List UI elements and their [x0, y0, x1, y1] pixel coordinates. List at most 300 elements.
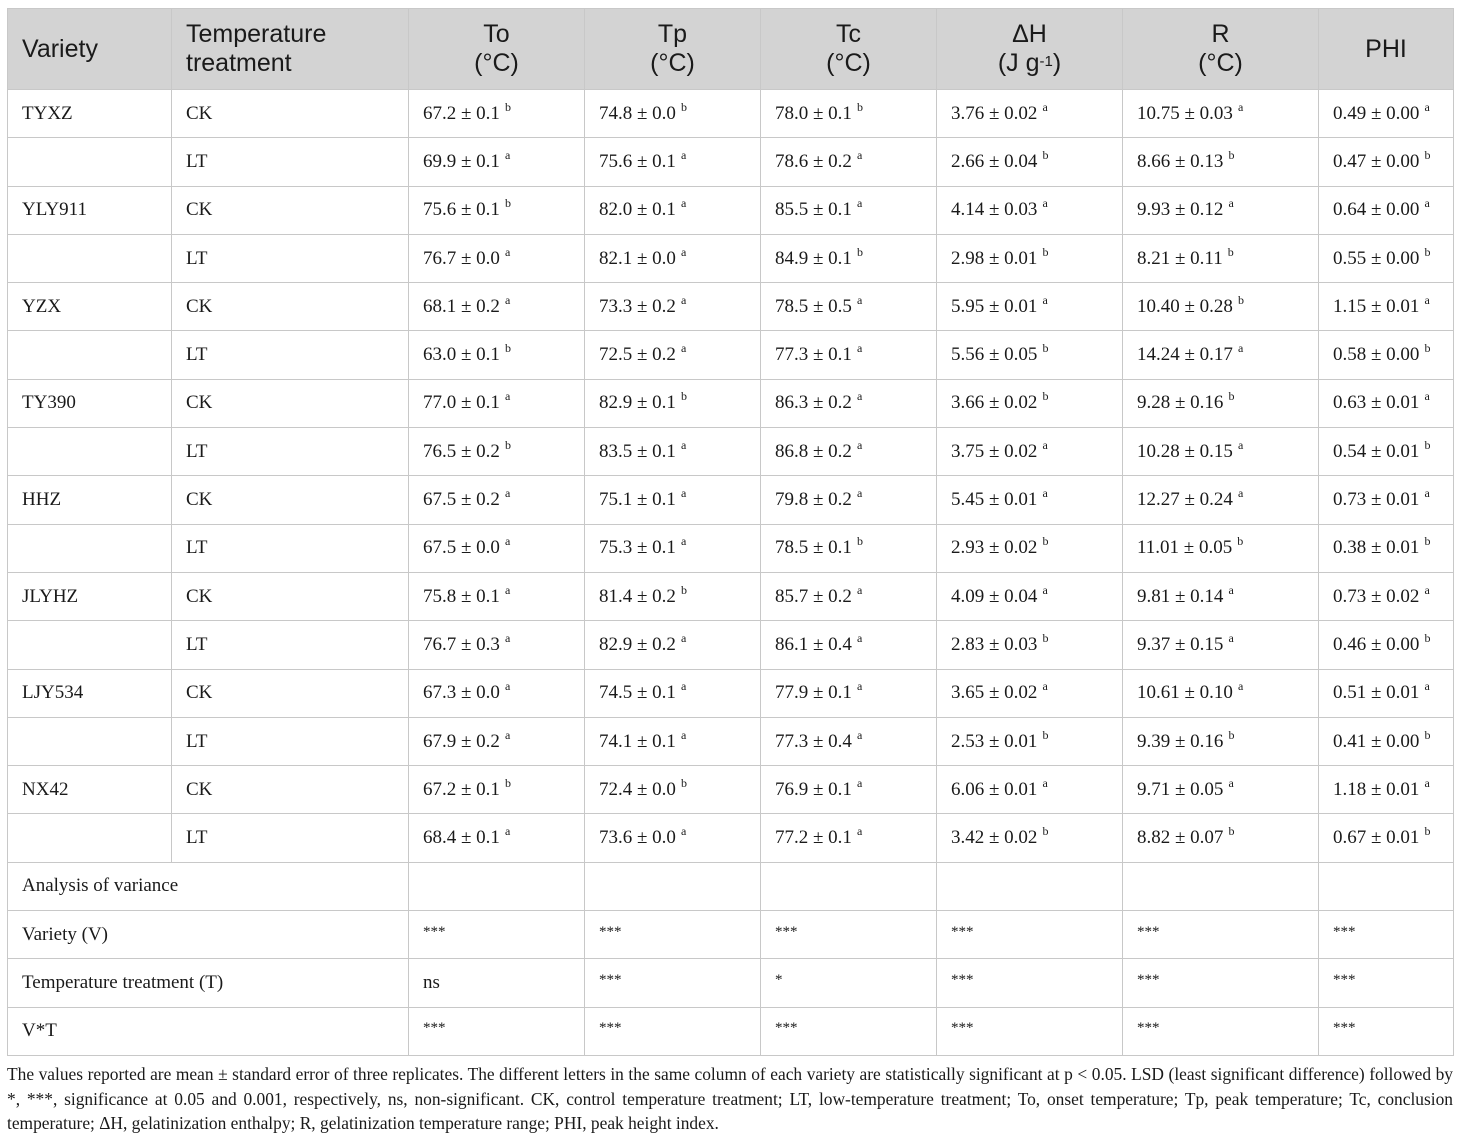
- significance-marker: ***: [599, 1020, 622, 1037]
- significance-letter: a: [1228, 775, 1234, 790]
- dh-value: 3.65 ± 0.02: [951, 682, 1038, 704]
- to-cell: [409, 766, 585, 814]
- tp-value: 73.3 ± 0.2: [599, 295, 676, 317]
- tp-cell: [585, 234, 761, 282]
- dh-cell: [937, 814, 1123, 862]
- phi-cell: [1319, 428, 1454, 476]
- dh-value: 5.45 ± 0.01: [951, 489, 1038, 511]
- phi-value: 0.54 ± 0.01: [1333, 440, 1420, 462]
- significance-letter: b: [1042, 630, 1049, 645]
- table-row: [8, 283, 1454, 331]
- significance-letter: a: [1042, 486, 1048, 501]
- tc-cell: [761, 428, 937, 476]
- significance-letter: b: [504, 196, 511, 211]
- anova-tc-cell: [761, 1007, 937, 1055]
- tc-value: 77.2 ± 0.1: [775, 827, 852, 849]
- to-value: 63.0 ± 0.1: [423, 344, 500, 366]
- anova-tp-cell: [585, 1007, 761, 1055]
- significance-letter: a: [1424, 486, 1430, 501]
- to-cell: [409, 186, 585, 234]
- dh-cell: [937, 717, 1123, 765]
- dh-cell: [937, 283, 1123, 331]
- significance-letter: a: [680, 292, 687, 307]
- dh-cell: [937, 138, 1123, 186]
- table-row: [8, 669, 1454, 717]
- significance-marker: ***: [1333, 923, 1356, 940]
- significance-letter: b: [1042, 341, 1049, 356]
- phi-cell: [1319, 669, 1454, 717]
- table-row: [8, 331, 1454, 379]
- dh-cell: [937, 621, 1123, 669]
- significance-letter: b: [1042, 534, 1049, 549]
- tc-value: 78.5 ± 0.5: [775, 295, 852, 317]
- significance-marker: *: [775, 971, 783, 988]
- significance-letter: b: [504, 99, 511, 114]
- to-cell: [409, 428, 585, 476]
- dh-value: 5.95 ± 0.01: [951, 295, 1038, 317]
- treatment-cell: LT: [172, 331, 409, 379]
- significance-letter: b: [1042, 244, 1049, 259]
- dh-cell: [937, 428, 1123, 476]
- tp-cell: [585, 379, 761, 427]
- tc-value: 85.5 ± 0.1: [775, 199, 852, 221]
- tc-value: 77.9 ± 0.1: [775, 682, 852, 704]
- anova-row: [8, 911, 1454, 959]
- table-row: [8, 138, 1454, 186]
- significance-letter: a: [1237, 99, 1244, 114]
- tc-value: 77.3 ± 0.1: [775, 344, 852, 366]
- header-delta-h: ΔH (J $g^{-1}$): [937, 9, 1123, 90]
- phi-value: 0.55 ± 0.00: [1333, 247, 1420, 269]
- significance-letter: a: [1042, 775, 1048, 790]
- dh-value: 4.14 ± 0.03: [951, 199, 1038, 221]
- significance-letter: a: [1042, 582, 1048, 597]
- dh-cell: [937, 331, 1123, 379]
- significance-letter: b: [1424, 244, 1431, 259]
- phi-value: 0.49 ± 0.00: [1333, 102, 1420, 124]
- phi-cell: [1319, 524, 1454, 572]
- r-cell: [1123, 476, 1319, 524]
- significance-letter: a: [1237, 341, 1244, 356]
- to-cell: [409, 283, 585, 331]
- to-value: 67.5 ± 0.2: [423, 489, 500, 511]
- phi-value: 0.67 ± 0.01: [1333, 827, 1420, 849]
- to-value: 76.7 ± 0.3: [423, 633, 500, 655]
- treatment-cell: CK: [172, 186, 409, 234]
- treatment-cell: LT: [172, 621, 409, 669]
- significance-letter: a: [1237, 437, 1244, 452]
- r-cell: [1123, 186, 1319, 234]
- dh-cell: [937, 572, 1123, 620]
- anova-phi-cell: [1319, 959, 1454, 1007]
- dh-value: 5.56 ± 0.05: [951, 344, 1038, 366]
- dh-value: 2.83 ± 0.03: [951, 633, 1038, 655]
- significance-letter: a: [504, 582, 511, 597]
- table-row: [8, 428, 1454, 476]
- variety-cell: YLY911: [8, 186, 172, 234]
- phi-cell: [1319, 186, 1454, 234]
- significance-letter: a: [504, 486, 511, 501]
- header-tp: Tp (°C): [585, 9, 761, 90]
- significance-letter: a: [504, 534, 511, 549]
- table-footnote: The values reported are mean ± standard error of three replicates. The different letters in the same column of each variety are statistically significant at p < 0.05. LSD (least significant difference) followed by *, ***, significance at 0.05 and 0.001, respectively, ns, non-significant. CK, control temperature treatment; LT, low-temperature treatment; To, onset temperature; Tp, peak temperature; Tc, conclusion temperature; ΔH, gelatinization enthalpy; R, gelatinization temperature range; PHI, peak height index.: [7, 1064, 1453, 1133]
- to-cell: [409, 669, 585, 717]
- dh-cell: [937, 766, 1123, 814]
- anova-dh-cell: [937, 911, 1123, 959]
- significance-marker: ***: [599, 923, 622, 940]
- variety-cell: [8, 621, 172, 669]
- dh-cell: [937, 234, 1123, 282]
- tp-cell: [585, 428, 761, 476]
- tc-value: 85.7 ± 0.2: [775, 585, 852, 607]
- phi-value: 0.73 ± 0.02: [1333, 585, 1420, 607]
- tp-cell: [585, 621, 761, 669]
- treatment-cell: CK: [172, 90, 409, 138]
- significance-letter: a: [1424, 679, 1430, 694]
- significance-letter: a: [1042, 679, 1048, 694]
- significance-letter: a: [504, 389, 511, 404]
- data-table-container: [7, 8, 1453, 1056]
- significance-letter: a: [680, 147, 687, 162]
- anova-tc-cell: [761, 911, 937, 959]
- dh-value: 2.93 ± 0.02: [951, 537, 1038, 559]
- anova-tp-cell: [585, 911, 761, 959]
- to-cell: [409, 379, 585, 427]
- phi-cell: [1319, 90, 1454, 138]
- table-row: [8, 717, 1454, 765]
- r-value: 10.28 ± 0.15: [1137, 440, 1233, 462]
- anova-label: V*T: [8, 1007, 409, 1055]
- significance-letter: b: [1424, 147, 1431, 162]
- r-value: 11.01 ± 0.05: [1137, 537, 1233, 559]
- treatment-cell: CK: [172, 379, 409, 427]
- variety-cell: TYXZ: [8, 90, 172, 138]
- r-cell: [1123, 234, 1319, 282]
- significance-letter: b: [680, 775, 687, 790]
- r-cell: [1123, 331, 1319, 379]
- r-cell: [1123, 717, 1319, 765]
- dh-value: 3.76 ± 0.02: [951, 102, 1038, 124]
- significance-letter: a: [1228, 582, 1234, 597]
- to-cell: [409, 138, 585, 186]
- significance-letter: a: [1042, 437, 1048, 452]
- significance-letter: b: [856, 244, 863, 259]
- r-cell: [1123, 379, 1319, 427]
- tp-value: 74.1 ± 0.1: [599, 730, 676, 752]
- tc-value: 78.6 ± 0.2: [775, 150, 852, 172]
- significance-letter: b: [1227, 244, 1234, 259]
- significance-letter: a: [1228, 196, 1234, 211]
- anova-dh-cell: [937, 959, 1123, 1007]
- phi-value: 0.47 ± 0.00: [1333, 150, 1420, 172]
- significance-letter: a: [856, 196, 863, 211]
- phi-cell: [1319, 814, 1454, 862]
- tc-value: 86.8 ± 0.2: [775, 440, 852, 462]
- dh-cell: [937, 186, 1123, 234]
- significance-letter: a: [680, 824, 687, 839]
- phi-value: 0.63 ± 0.01: [1333, 392, 1420, 414]
- tp-cell: [585, 331, 761, 379]
- empty-cell: [585, 862, 761, 910]
- tp-value: 82.9 ± 0.2: [599, 633, 676, 655]
- significance-letter: a: [504, 147, 511, 162]
- dh-value: 2.53 ± 0.01: [951, 730, 1038, 752]
- table-row: [8, 186, 1454, 234]
- r-cell: [1123, 766, 1319, 814]
- significance-letter: a: [1424, 196, 1430, 211]
- r-value: 9.37 ± 0.15: [1137, 633, 1224, 655]
- significance-letter: a: [504, 679, 511, 694]
- tp-cell: [585, 717, 761, 765]
- variety-cell: HHZ: [8, 476, 172, 524]
- to-value: 69.9 ± 0.1: [423, 150, 500, 172]
- to-value: 77.0 ± 0.1: [423, 392, 500, 414]
- empty-cell: [1319, 862, 1454, 910]
- to-value: 67.3 ± 0.0: [423, 682, 500, 704]
- tc-value: 77.3 ± 0.4: [775, 730, 852, 752]
- r-cell: [1123, 814, 1319, 862]
- to-value: 75.8 ± 0.1: [423, 585, 500, 607]
- tp-cell: [585, 572, 761, 620]
- treatment-cell: LT: [172, 717, 409, 765]
- anova-label: Variety (V): [8, 911, 409, 959]
- tp-cell: [585, 138, 761, 186]
- phi-cell: [1319, 379, 1454, 427]
- r-cell: [1123, 283, 1319, 331]
- tp-cell: [585, 90, 761, 138]
- tc-cell: [761, 717, 937, 765]
- to-value: 76.7 ± 0.0: [423, 247, 500, 269]
- tp-value: 74.8 ± 0.0: [599, 102, 676, 124]
- variety-cell: LJY534: [8, 669, 172, 717]
- significance-letter: a: [856, 341, 863, 356]
- significance-letter: b: [1042, 824, 1049, 839]
- empty-cell: [1123, 862, 1319, 910]
- tc-cell: [761, 138, 937, 186]
- significance-letter: b: [504, 437, 511, 452]
- tc-value: 86.3 ± 0.2: [775, 392, 852, 414]
- tp-value: 72.4 ± 0.0: [599, 778, 676, 800]
- r-value: 8.66 ± 0.13: [1137, 150, 1224, 172]
- significance-letter: a: [1424, 582, 1430, 597]
- r-value: 9.81 ± 0.14: [1137, 585, 1224, 607]
- significance-marker: ***: [1137, 923, 1160, 940]
- r-value: 10.61 ± 0.10: [1137, 682, 1233, 704]
- significance-letter: a: [856, 727, 863, 742]
- tc-cell: [761, 283, 937, 331]
- phi-value: 1.15 ± 0.01: [1333, 295, 1420, 317]
- variety-cell: [8, 428, 172, 476]
- r-cell: [1123, 669, 1319, 717]
- header-variety: Variety: [8, 9, 172, 90]
- dh-value: 4.09 ± 0.04: [951, 585, 1038, 607]
- significance-letter: a: [1228, 630, 1234, 645]
- anova-phi-cell: [1319, 911, 1454, 959]
- significance-letter: a: [1042, 99, 1048, 114]
- anova-label: Temperature treatment (T): [8, 959, 409, 1007]
- table-row: [8, 90, 1454, 138]
- anova-to-cell: [409, 959, 585, 1007]
- to-value: 68.4 ± 0.1: [423, 827, 500, 849]
- tp-value: 81.4 ± 0.2: [599, 585, 676, 607]
- significance-letter: a: [856, 437, 863, 452]
- treatment-cell: LT: [172, 524, 409, 572]
- treatment-cell: LT: [172, 234, 409, 282]
- anova-row: [8, 959, 1454, 1007]
- to-cell: [409, 621, 585, 669]
- significance-letter: b: [1042, 147, 1049, 162]
- tc-value: 78.5 ± 0.1: [775, 537, 852, 559]
- tp-value: 74.5 ± 0.1: [599, 682, 676, 704]
- significance-letter: a: [504, 630, 511, 645]
- to-value: 68.1 ± 0.2: [423, 295, 500, 317]
- phi-cell: [1319, 621, 1454, 669]
- significance-letter: a: [1424, 292, 1430, 307]
- phi-cell: [1319, 331, 1454, 379]
- r-value: 9.93 ± 0.12: [1137, 199, 1224, 221]
- anova-title-row: [8, 862, 1454, 910]
- r-cell: [1123, 621, 1319, 669]
- dh-value: 6.06 ± 0.01: [951, 778, 1038, 800]
- significance-letter: a: [680, 244, 687, 259]
- tp-value: 83.5 ± 0.1: [599, 440, 676, 462]
- treatment-cell: LT: [172, 138, 409, 186]
- to-value: 67.9 ± 0.2: [423, 730, 500, 752]
- phi-value: 0.38 ± 0.01: [1333, 537, 1420, 559]
- significance-letter: b: [1424, 341, 1431, 356]
- significance-letter: a: [856, 679, 863, 694]
- significance-letter: b: [1237, 534, 1244, 549]
- to-cell: [409, 814, 585, 862]
- significance-letter: a: [680, 196, 687, 211]
- dh-value: 3.75 ± 0.02: [951, 440, 1038, 462]
- significance-letter: a: [1424, 99, 1430, 114]
- tp-value: 75.6 ± 0.1: [599, 150, 676, 172]
- variety-cell: [8, 524, 172, 572]
- tp-value: 82.1 ± 0.0: [599, 247, 676, 269]
- tp-cell: [585, 669, 761, 717]
- treatment-cell: LT: [172, 814, 409, 862]
- to-cell: [409, 524, 585, 572]
- tc-cell: [761, 766, 937, 814]
- treatment-cell: LT: [172, 428, 409, 476]
- significance-letter: b: [856, 534, 863, 549]
- r-value: 9.71 ± 0.05: [1137, 778, 1224, 800]
- tc-cell: [761, 331, 937, 379]
- tp-value: 82.9 ± 0.1: [599, 392, 676, 414]
- variety-cell: [8, 331, 172, 379]
- significance-marker: ***: [423, 1020, 446, 1037]
- significance-letter: a: [1042, 196, 1048, 211]
- table-row: [8, 379, 1454, 427]
- tc-value: 84.9 ± 0.1: [775, 247, 852, 269]
- to-value: 67.2 ± 0.1: [423, 102, 500, 124]
- r-value: 12.27 ± 0.24: [1137, 489, 1233, 511]
- significance-marker: ***: [1333, 1020, 1356, 1037]
- significance-marker: ***: [951, 971, 974, 988]
- significance-letter: b: [1424, 630, 1431, 645]
- treatment-cell: CK: [172, 766, 409, 814]
- tc-cell: [761, 572, 937, 620]
- significance-marker: ***: [1137, 971, 1160, 988]
- anova-r-cell: [1123, 911, 1319, 959]
- significance-letter: a: [856, 775, 863, 790]
- data-table: [7, 8, 1454, 1056]
- tp-cell: [585, 283, 761, 331]
- variety-cell: TY390: [8, 379, 172, 427]
- significance-letter: a: [856, 486, 863, 501]
- significance-letter: b: [1424, 437, 1431, 452]
- tp-value: 82.0 ± 0.1: [599, 199, 676, 221]
- significance-letter: b: [856, 99, 863, 114]
- table-row: [8, 234, 1454, 282]
- tc-cell: [761, 234, 937, 282]
- dh-cell: [937, 476, 1123, 524]
- significance-marker: ***: [775, 1020, 798, 1037]
- significance-letter: b: [1042, 727, 1049, 742]
- tp-cell: [585, 524, 761, 572]
- tc-cell: [761, 814, 937, 862]
- variety-cell: [8, 234, 172, 282]
- dh-cell: [937, 524, 1123, 572]
- tc-value: 76.9 ± 0.1: [775, 778, 852, 800]
- r-value: 10.75 ± 0.03: [1137, 102, 1233, 124]
- tc-cell: [761, 621, 937, 669]
- significance-letter: a: [856, 147, 863, 162]
- header-row: [8, 9, 1454, 90]
- treatment-cell: CK: [172, 572, 409, 620]
- phi-cell: [1319, 572, 1454, 620]
- significance-letter: a: [680, 727, 687, 742]
- significance-letter: b: [1228, 727, 1235, 742]
- significance-marker: ns: [423, 971, 440, 993]
- r-cell: [1123, 90, 1319, 138]
- empty-cell: [761, 862, 937, 910]
- variety-cell: [8, 717, 172, 765]
- to-cell: [409, 572, 585, 620]
- tc-cell: [761, 476, 937, 524]
- to-cell: [409, 717, 585, 765]
- treatment-cell: CK: [172, 476, 409, 524]
- anova-title: Analysis of variance: [8, 862, 409, 910]
- variety-cell: [8, 138, 172, 186]
- significance-letter: b: [1042, 389, 1049, 404]
- r-value: 9.28 ± 0.16: [1137, 392, 1224, 414]
- significance-letter: a: [504, 292, 511, 307]
- significance-letter: b: [1424, 534, 1431, 549]
- dh-value: 2.66 ± 0.04: [951, 150, 1038, 172]
- r-cell: [1123, 524, 1319, 572]
- dh-value: 3.42 ± 0.02: [951, 827, 1038, 849]
- treatment-cell: CK: [172, 669, 409, 717]
- table-row: [8, 572, 1454, 620]
- tp-cell: [585, 476, 761, 524]
- tc-cell: [761, 379, 937, 427]
- r-value: 8.82 ± 0.07: [1137, 827, 1224, 849]
- significance-letter: a: [856, 389, 863, 404]
- significance-letter: a: [504, 727, 511, 742]
- tp-cell: [585, 186, 761, 234]
- significance-letter: b: [1424, 824, 1431, 839]
- table-row: [8, 766, 1454, 814]
- phi-cell: [1319, 138, 1454, 186]
- phi-cell: [1319, 283, 1454, 331]
- dh-cell: [937, 90, 1123, 138]
- phi-value: 0.64 ± 0.00: [1333, 199, 1420, 221]
- anova-r-cell: [1123, 1007, 1319, 1055]
- anova-phi-cell: [1319, 1007, 1454, 1055]
- table-body: [8, 90, 1454, 1056]
